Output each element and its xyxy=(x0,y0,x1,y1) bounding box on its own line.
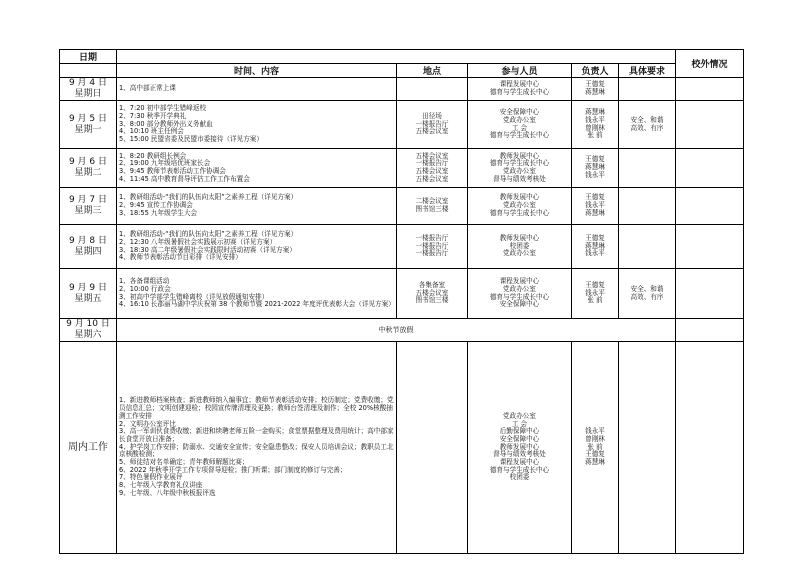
requirements-cell xyxy=(619,101,676,149)
cell-line: 钱永平 xyxy=(585,427,605,436)
cell-line: 党政办公室 xyxy=(503,115,536,124)
cell-line: 安全保障中心 xyxy=(499,300,540,309)
place-cell xyxy=(397,188,468,225)
cell-line: 1、教研组活动-“我们的队伍向太阳”之素养工程（详见方案） xyxy=(119,193,298,202)
weekly-items-cell xyxy=(117,342,397,554)
cell-line: 党政办公室 xyxy=(503,284,536,293)
schedule-sheet xyxy=(59,49,743,542)
cell-line: 五楼会议室 xyxy=(415,174,449,183)
cell-line: 蒋慧琳 xyxy=(585,458,605,467)
cell-line: 一楼报告厅 xyxy=(415,249,449,258)
owner-cell xyxy=(572,78,619,101)
cell-line: 一楼报告厅 xyxy=(415,159,449,168)
cell-line: 2、9:45 宣传工作协调会 xyxy=(119,201,193,210)
cell-line: 二楼会议室 xyxy=(415,197,449,206)
cell-line: 王德复 xyxy=(585,155,605,164)
header-participants: 参与人员 xyxy=(468,64,572,78)
holiday-cell: 中秋节放假 xyxy=(117,319,676,342)
cell-line: 7、特色暑假作业展评 xyxy=(119,473,183,482)
day-cell xyxy=(60,78,117,101)
participants-cell xyxy=(468,225,572,269)
day-cell xyxy=(60,188,117,225)
header-spacer xyxy=(117,50,676,64)
day-date: 9 月 7 日 xyxy=(68,195,108,205)
cell-line: 图书馆三楼 xyxy=(415,296,449,305)
cell-line: 4、护学岗工作安排；防溺水、交通安全宣传；安全隐患整改；保安人员培训会议；教职员工北京核酸检测； xyxy=(119,442,394,459)
header-place: 地点 xyxy=(397,64,468,78)
place-cell xyxy=(397,225,468,269)
cell-line: 曾刚林 xyxy=(585,123,605,132)
cell-line: 五楼会议室 xyxy=(415,288,449,297)
cell-line: 各集备室 xyxy=(418,280,446,289)
cell-line: 4、16:10 长郡丽马湖中学庆祝第 38 个教师节暨 2021-2022 年度评优表彰大会（详见方案） xyxy=(119,300,395,309)
cell-line: 王德复 xyxy=(585,280,605,289)
table-row xyxy=(60,188,744,225)
cell-line: 工 会 xyxy=(511,123,528,132)
cell-line: 王德复 xyxy=(585,80,605,89)
cell-line: 4、11:45 高中教育督导评估工作工作布置会 xyxy=(119,174,250,183)
cell-line: 田径场 xyxy=(422,111,442,120)
cell-line: 督导与绩效考核处 xyxy=(493,450,546,459)
cell-line: 钱永平 xyxy=(585,170,605,179)
day-date: 9 月 5 日 xyxy=(68,113,108,124)
cell-line: 德育与学生成长中心 xyxy=(489,131,550,140)
cell-line: 2、7:30 秋季开学典礼 xyxy=(119,111,187,120)
cell-line: 安全、和谐 xyxy=(630,115,664,124)
weekly-owner-cell xyxy=(572,342,619,554)
requirements-cell xyxy=(619,78,676,101)
cell-line: 教师发展中心 xyxy=(499,233,540,242)
day-cell xyxy=(60,101,117,149)
cell-line: 安全、和谐 xyxy=(630,284,664,293)
cell-line: 党政办公室 xyxy=(503,249,536,258)
outside-cell xyxy=(676,225,744,269)
day-weekday: 星期三 xyxy=(74,206,102,216)
cell-line: 五楼会议室 xyxy=(415,127,449,136)
day-date: 9 月 8 日 xyxy=(68,235,108,246)
cell-line: 王德复 xyxy=(585,233,605,242)
outside-cell xyxy=(676,269,744,319)
cell-line: 图书馆三楼 xyxy=(415,205,449,213)
cell-line: 督导与绩效考核处 xyxy=(493,174,546,183)
cell-line: 德育与学生成长中心 xyxy=(489,465,550,474)
cell-line: 校团委 xyxy=(509,241,530,250)
cell-line: 1、7:20 初中部学生错峰返校 xyxy=(119,104,207,113)
cell-line: 党政办公室 xyxy=(503,201,536,210)
place-cell xyxy=(397,78,468,101)
cell-line: 1、高中部正常上课 xyxy=(119,84,176,93)
requirements-cell xyxy=(619,188,676,225)
day-cell xyxy=(60,149,117,188)
cell-line: 德育与学生成长中心 xyxy=(489,88,550,96)
table-row xyxy=(60,225,744,269)
content-cell xyxy=(117,225,397,269)
header-content: 时间、内容 xyxy=(117,64,397,78)
day-weekday: 星期一 xyxy=(74,124,102,135)
cell-line: 党政办公室 xyxy=(503,411,536,420)
participants-cell xyxy=(468,149,572,188)
cell-line: 课程发展中心 xyxy=(499,458,540,467)
day-date: 9 月 6 日 xyxy=(68,157,108,167)
weekly-schedule-table xyxy=(59,49,744,554)
participants-cell xyxy=(468,188,572,225)
cell-line: 教师发展中心 xyxy=(499,151,540,160)
cell-line: 3、高一军训伙食费收缴；新进和续聘老师五险一金购买；食堂票据整理及费用统计；高中部家长食堂开放日准备； xyxy=(119,427,394,443)
weekly-place-cell xyxy=(397,342,468,554)
cell-line: 一楼报告厅 xyxy=(415,241,449,250)
cell-line: 蒋慧琳 xyxy=(585,241,605,250)
outside-cell xyxy=(676,149,744,188)
header-date: 日期 xyxy=(60,50,117,64)
place-cell xyxy=(397,269,468,319)
weekly-participants-cell xyxy=(468,342,572,554)
content-cell xyxy=(117,101,397,149)
table-row xyxy=(60,149,744,188)
cell-line: 1、新进教师档案核查；新进教师纳入编事宜；教师节表彰活动安排；校历制定；党费收缴；党员信息汇总；文明创建迎检；校园宣传牌清理及更换；教师台签清理及制作；全校 20%核酸抽测工作安排 xyxy=(119,396,394,420)
participants-cell xyxy=(468,101,572,149)
cell-line: 8、七年级入学教育礼仪讲座 xyxy=(119,481,203,490)
cell-line: 蒋慧琳 xyxy=(585,108,605,117)
cell-line: 蒋慧琳 xyxy=(585,88,605,96)
cell-line: 课程发展中心 xyxy=(499,80,540,89)
cell-line: 张 前 xyxy=(587,442,603,451)
day-weekday: 星期四 xyxy=(74,246,102,257)
cell-line: 五楼会议室 xyxy=(415,167,449,175)
outside-cell xyxy=(676,101,744,149)
outside-cell xyxy=(676,188,744,225)
cell-line: 4、10:10 班主任例会 xyxy=(119,127,184,136)
cell-line: 课程发展中心 xyxy=(499,277,540,286)
cell-line: 3、18:55 九年级学生大会 xyxy=(119,208,198,217)
cell-line: 一楼报告厅 xyxy=(415,233,449,242)
day-cell xyxy=(60,225,117,269)
day-date: 9 月 10 日 xyxy=(66,319,110,329)
cell-line: 五楼会议室 xyxy=(415,151,449,160)
cell-line: 蒋慧琳 xyxy=(585,208,605,217)
header-outside: 校外情况 xyxy=(676,50,744,78)
place-cell xyxy=(397,101,468,149)
participants-cell xyxy=(468,269,572,319)
cell-line: 9、七年级、八年级中秋板报评选 xyxy=(119,488,216,497)
cell-line: 3、初高中学部学生错峰离校（详见放假通知安排） xyxy=(119,292,269,301)
cell-line: 3、8:00 部分教师外出义务献血 xyxy=(119,119,213,128)
cell-line: 教师发展中心 xyxy=(499,193,540,202)
owner-cell xyxy=(572,149,619,188)
day-cell xyxy=(60,269,117,319)
outside-cell xyxy=(676,78,744,101)
requirements-cell xyxy=(619,149,676,188)
weekly-row xyxy=(60,342,744,554)
cell-line: 王德复 xyxy=(585,450,605,459)
weekly-outside-cell xyxy=(676,342,744,554)
cell-line: 2、12:30 八年级暑假社会实践展示初赛（详见方案） xyxy=(119,237,277,246)
header-date-blank xyxy=(60,64,117,78)
cell-line: 曾刚林 xyxy=(585,434,605,443)
cell-line: 钱永平 xyxy=(585,201,605,210)
requirements-cell xyxy=(619,225,676,269)
requirements-cell xyxy=(619,269,676,319)
cell-line: 2、19:00 九年级培优班家长会 xyxy=(119,159,211,168)
cell-line: 3、18:30 高二年级暑假社会实践限时活动初赛（详见方案） xyxy=(119,245,296,254)
content-cell xyxy=(117,269,397,319)
cell-line: 2、10:00 行政会 xyxy=(119,284,171,293)
table-row xyxy=(60,269,744,319)
day-date: 9 月 4 日 xyxy=(68,78,108,88)
cell-line: 校团委 xyxy=(509,473,530,482)
cell-line: 5、15:00 民盟省委及民盟市委接待（详见方案） xyxy=(119,135,263,144)
outside-cell xyxy=(676,319,744,342)
cell-line: 高效、有序 xyxy=(630,292,664,301)
day-weekday: 星期六 xyxy=(74,330,102,340)
cell-line: 党政办公室 xyxy=(503,167,536,175)
cell-line: 1、各备课组活动 xyxy=(119,277,170,286)
cell-line: 1、8:20 教研组长例会 xyxy=(119,151,187,160)
owner-cell xyxy=(572,188,619,225)
weekly-label: 周内工作 xyxy=(60,342,117,554)
owner-cell xyxy=(572,225,619,269)
table-row xyxy=(60,319,744,342)
participants-cell xyxy=(468,78,572,101)
header-requirements: 具体要求 xyxy=(619,64,676,78)
cell-line: 3、9:45 教师节表彰活动工作协调会 xyxy=(119,167,226,175)
header-owner: 负责人 xyxy=(572,64,619,78)
owner-cell xyxy=(572,101,619,149)
day-date: 9 月 9 日 xyxy=(68,282,108,293)
cell-line: 1、教研组活动-“我们的队伍向太阳”之素养工程（详见方案） xyxy=(119,230,298,239)
cell-line: 6、2022 年秋季开学工作专项督导迎检；推门听课；部门制度的修订与完善； xyxy=(119,465,347,474)
day-weekday: 星期五 xyxy=(74,293,102,304)
cell-line: 德育与学生成长中心 xyxy=(489,159,550,168)
cell-line: 德育与学生成长中心 xyxy=(489,208,550,217)
day-weekday: 星期日 xyxy=(74,89,102,99)
weekly-requirements-cell xyxy=(619,342,676,554)
cell-line: 教师发展中心 xyxy=(499,442,540,451)
cell-line: 张 前 xyxy=(587,296,603,305)
cell-line: 一楼报告厅 xyxy=(415,119,449,128)
cell-line: 钱永平 xyxy=(585,249,605,258)
cell-line: 蒋慧琳 xyxy=(585,163,605,172)
content-cell xyxy=(117,78,397,101)
cell-line: 钱永平 xyxy=(585,115,605,124)
cell-line: 张 前 xyxy=(587,131,603,140)
content-cell xyxy=(117,188,397,225)
table-row xyxy=(60,78,744,101)
cell-line: 后勤保障中心 xyxy=(499,427,540,436)
content-cell xyxy=(117,149,397,188)
day-weekday: 星期二 xyxy=(74,168,102,178)
cell-line: 2、文明办公室评比 xyxy=(119,419,176,428)
cell-line: 王德复 xyxy=(585,193,605,202)
place-cell xyxy=(397,149,468,188)
cell-line: 4、教师节表彰活动节目彩排（详见安排） xyxy=(119,253,242,262)
day-cell xyxy=(60,319,117,342)
cell-line: 5、师徒结对名单确定；青年教师解题比赛； xyxy=(119,458,249,467)
cell-line: 德育与学生成长中心 xyxy=(489,292,550,301)
cell-line: 安全保障中心 xyxy=(499,434,540,443)
cell-line: 安全保障中心 xyxy=(499,108,540,117)
cell-line: 工 会 xyxy=(511,419,528,428)
table-row xyxy=(60,101,744,149)
cell-line: 钱永平 xyxy=(585,288,605,297)
owner-cell xyxy=(572,269,619,319)
cell-line: 高效、有序 xyxy=(630,123,664,132)
